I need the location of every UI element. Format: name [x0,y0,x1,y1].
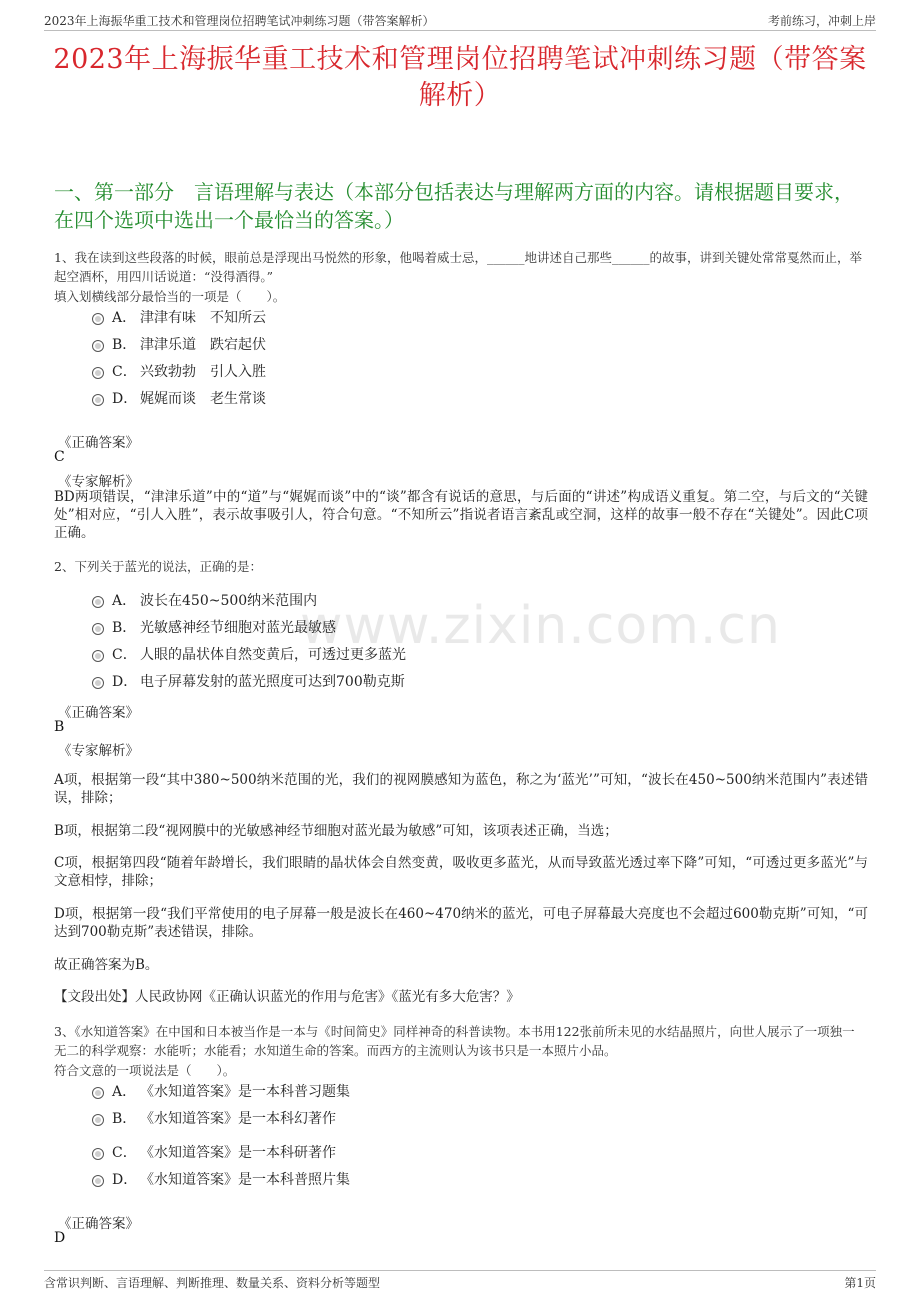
option-letter: D． [112,674,138,690]
option-letter: D． [112,1172,138,1188]
option-letter: A． [112,593,137,609]
radio-icon[interactable] [92,367,104,379]
q1-option-a[interactable] [92,308,266,328]
radio-icon[interactable] [92,623,104,635]
header-doc-title: 2023年上海振华重工技术和管理岗位招聘笔试冲刺练习题（带答案解析） [44,14,435,28]
q1-stem: 1、我在读到这些段落的时候，眼前总是浮现出马悦然的形象，他喝着威士忌，______地讲述自己那些______的故事，讲到关键处常常戛然而止，举起空酒杯，用四川话说道：“没得酒得。” [54,250,862,284]
q1-option-d[interactable] [92,389,266,409]
option-letter: A． [112,1084,137,1100]
option-text: 人眼的晶状体自然变黄后，可透过更多蓝光 [140,647,406,663]
q1-option-c[interactable] [92,362,266,382]
q2-conclusion: 故正确答案为B。 [54,957,159,973]
option-text: 《水知道答案》是一本科幻著作 [140,1111,336,1127]
q3-answer: D [54,1230,66,1246]
option-text: 《水知道答案》是一本科普照片集 [140,1172,350,1188]
option-text: 《水知道答案》是一本科研著作 [140,1145,336,1161]
q3-prompt: 符合文意的一项说法是（ ）。 [54,1063,236,1078]
option-letter: C． [112,647,137,663]
option-letter: D． [112,391,138,407]
q3-option-c[interactable] [92,1143,336,1163]
option-letter: B． [112,1111,137,1127]
q2-analysis-d: D项，根据第一段“我们平常使用的电子屏幕一般是波长在460~470纳米的蓝光，可电子屏幕最大亮度也不会超过600勒克斯”可知，“可达到700勒克斯”表述错误，排除。 [54,906,868,940]
radio-icon[interactable] [92,1087,104,1099]
q2-analysis-b: B项，根据第二段“视网膜中的光敏感神经节细胞对蓝光最为敏感”可知，该项表述正确，当选； [54,823,618,839]
radio-icon[interactable] [92,394,104,406]
q2-option-a[interactable] [92,591,317,611]
option-letter: A． [112,310,137,326]
option-letter: C． [112,364,137,380]
q3-stem: 3、《水知道答案》在中国和日本被当作是一本与《时间简史》同样神奇的科普读物。本书用122张前所未见的水结晶照片，向世人展示了一项独一无二的科学观察：水能听；水能看；水知道生命的答案。而西方的主流则认为该书只是一本照片小品。 [54,1024,855,1058]
option-letter: B． [112,337,137,353]
option-text: 光敏感神经节细胞对蓝光最敏感 [140,620,336,636]
q2-option-d[interactable] [92,672,405,692]
q1-prompt: 填入划横线部分最恰当的一项是（ ）。 [54,289,286,304]
q3-answer-label: 《正确答案》 [58,1216,139,1232]
option-text: 兴致勃勃 引人入胜 [140,364,266,380]
q2-option-c[interactable] [92,645,406,665]
option-letter: C． [112,1145,137,1161]
page-number: 第1页 [844,1276,876,1290]
q2-analysis-a: A项，根据第一段“其中380~500纳米范围的光，我们的视网膜感知为蓝色，称之为‘蓝光’”可知，“波长在450~500纳米范围内”表述错误，排除； [54,772,868,806]
footer-topics: 含常识判断、言语理解、判断推理、数量关系、资料分析等题型 [44,1276,381,1290]
q1-option-b[interactable] [92,335,266,355]
q3-option-b[interactable] [92,1109,336,1129]
q1-analysis: BD两项错误，“津津乐道”中的“道”与“娓娓而谈”中的“谈”都含有说话的意思，与后面的“讲述”构成语义重复。第二空，与后文的“关键处”相对应，“引人入胜”，表示故事吸引人，符合句意。“不知所云”指说者语言紊乱或空洞，这样的故事一般不存在“关键处”。因此C项正确。 [54,489,868,541]
radio-icon[interactable] [92,677,104,689]
radio-icon[interactable] [92,1175,104,1187]
q1-answer-label: 《正确答案》 [58,435,139,451]
option-text: 电子屏幕发射的蓝光照度可达到700勒克斯 [140,674,405,690]
radio-icon[interactable] [92,1114,104,1126]
option-text: 津津乐道 跌宕起伏 [140,337,266,353]
q1-analysis-label: 《专家解析》 [58,474,139,490]
page-header [44,10,876,31]
option-text: 津津有味 不知所云 [140,310,266,326]
watermark: www.zixin.com.cn [300,596,781,656]
option-text: 《水知道答案》是一本科普习题集 [140,1084,350,1100]
q2-answer: B [54,719,65,735]
option-text: 波长在450~500纳米范围内 [140,593,318,609]
page-footer [44,1270,876,1290]
q2-analysis-label: 《专家解析》 [58,743,139,759]
radio-icon[interactable] [92,650,104,662]
page-title: 2023年上海振华重工技术和管理岗位招聘笔试冲刺练习题（带答案解析） [53,44,867,111]
q2-analysis-c: C项，根据第四段“随着年龄增长，我们眼睛的晶状体会自然变黄，吸收更多蓝光，从而导致蓝光透过率下降”可知，“可透过更多蓝光”与文意相悖，排除； [54,855,868,889]
radio-icon[interactable] [92,596,104,608]
q2-answer-label: 《正确答案》 [58,705,139,721]
header-slogan: 考前练习，冲刺上岸 [767,14,876,28]
radio-icon[interactable] [92,340,104,352]
q3-option-d[interactable] [92,1170,350,1190]
q1-answer: C [54,449,65,465]
q3-option-a[interactable] [92,1082,350,1102]
q2-option-b[interactable] [92,618,336,638]
option-text: 娓娓而谈 老生常谈 [140,391,266,407]
q2-stem: 2、下列关于蓝光的说法，正确的是： [54,559,262,574]
section-heading: 一、第一部分 言语理解与表达（本部分包括表达与理解两方面的内容。请根据题目要求，在四个选项中选出一个最恰当的答案。） [54,180,854,232]
radio-icon[interactable] [92,313,104,325]
radio-icon[interactable] [92,1148,104,1160]
q2-source: 【文段出处】人民政协网《正确认识蓝光的作用与危害》《蓝光有多大危害？》 [54,989,520,1005]
option-letter: B． [112,620,137,636]
